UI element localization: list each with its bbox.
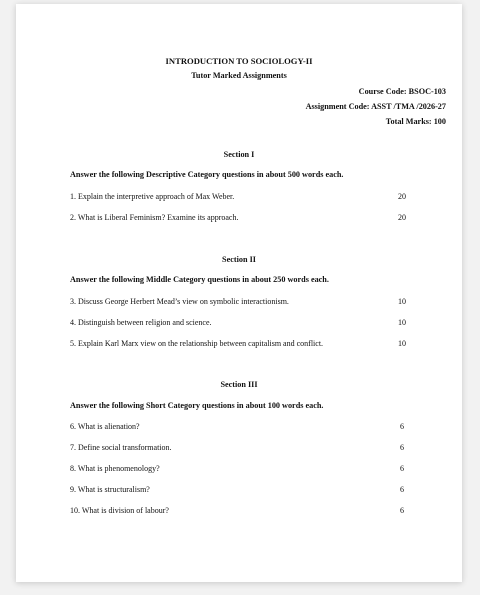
question-text: 9. What is structuralism?: [70, 485, 150, 494]
question-text: 3. Discuss George Herbert Mead’s view on symbolic interactionism.: [70, 297, 289, 306]
question-marks: 10: [398, 318, 406, 327]
section-title: Section II: [222, 255, 256, 264]
question-text: 1. Explain the interpretive approach of Max Weber.: [70, 192, 235, 201]
course-code: Course Code: BSOC-103: [358, 87, 446, 96]
section-instruction: Answer the following Short Category questions in about 100 words each.: [70, 401, 324, 410]
document-subtitle: Tutor Marked Assignments: [191, 71, 287, 80]
question-text: 8. What is phenomenology?: [70, 464, 160, 473]
question-text: 7. Define social transformation.: [70, 443, 172, 452]
question-text: 5. Explain Karl Marx view on the relationship between capitalism and conflict.: [70, 339, 324, 348]
document-title: INTRODUCTION TO SOCIOLOGY-II: [165, 56, 313, 66]
question-text: 10. What is division of labour?: [70, 506, 169, 515]
total-marks: Total Marks: 100: [385, 117, 446, 126]
question-marks: 10: [398, 297, 406, 306]
question-text: 2. What is Liberal Feminism? Examine its approach.: [70, 213, 239, 222]
question-marks: 10: [398, 339, 406, 348]
section-title: Section III: [220, 380, 258, 389]
section-instruction: Answer the following Descriptive Category questions in about 500 words each.: [70, 170, 344, 179]
section-instruction: Answer the following Middle Category questions in about 250 words each.: [70, 275, 329, 284]
document-page: [16, 4, 462, 582]
question-text: 4. Distinguish between religion and science.: [70, 318, 212, 327]
question-text: 6. What is alienation?: [70, 422, 140, 431]
question-marks: 20: [398, 213, 406, 222]
assignment-document: [16, 4, 462, 582]
question-marks: 6: [400, 485, 404, 494]
section-title: Section I: [223, 150, 255, 159]
question-marks: 6: [400, 422, 404, 431]
question-marks: 6: [400, 443, 404, 452]
assignment-code: Assignment Code: ASST /TMA /2026-27: [305, 102, 446, 111]
question-marks: 6: [400, 464, 404, 473]
question-marks: 20: [398, 192, 406, 201]
question-marks: 6: [400, 506, 404, 515]
